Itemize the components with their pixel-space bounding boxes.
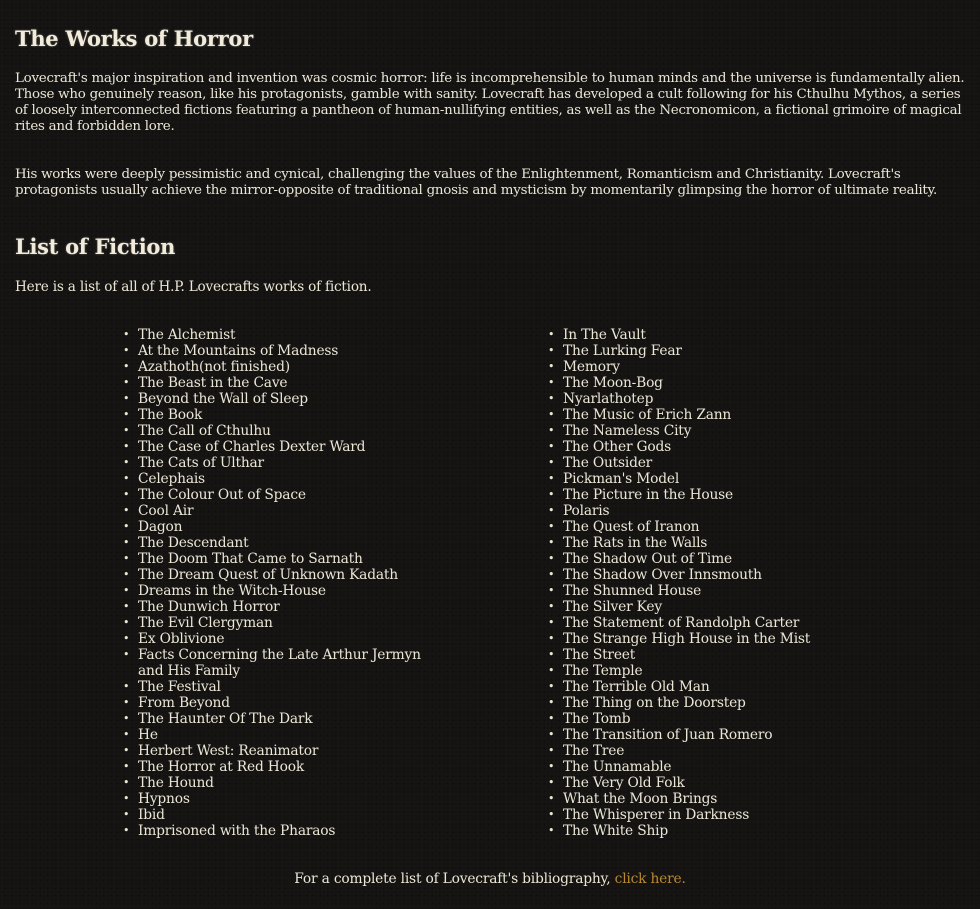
- fiction-list-left-column: [138, 327, 438, 839]
- fiction-list-item: • The Doom That Came to Sarnath: [138, 551, 438, 567]
- fiction-list-item: • Hypnos: [138, 791, 438, 807]
- fiction-list-item: • The White Ship: [563, 823, 883, 839]
- fiction-list-item: • The Evil Clergyman: [138, 615, 438, 631]
- fiction-list-item: • The Alchemist: [138, 327, 438, 343]
- fiction-list-item: • Dagon: [138, 519, 438, 535]
- fiction-list-item: • The Beast in the Cave: [138, 375, 438, 391]
- fiction-list-item: • At the Mountains of Madness: [138, 343, 438, 359]
- fiction-list-item: • From Beyond: [138, 695, 438, 711]
- fiction-list-item: • Cool Air: [138, 503, 438, 519]
- fiction-list-item: • Ibid: [138, 807, 438, 823]
- fiction-list-item: • The Book: [138, 407, 438, 423]
- fiction-list-item: • The Transition of Juan Romero: [563, 727, 883, 743]
- fiction-list-item: • The Case of Charles Dexter Ward: [138, 439, 438, 455]
- fiction-list-item: • The Picture in the House: [563, 487, 883, 503]
- fiction-list-item: • The Outsider: [563, 455, 883, 471]
- fiction-list-item: • The Call of Cthulhu: [138, 423, 438, 439]
- fiction-list-item: • Celephais: [138, 471, 438, 487]
- fiction-list-item: • Nyarlathotep: [563, 391, 883, 407]
- fiction-list-item: • The Shadow Out of Time: [563, 551, 883, 567]
- fiction-list-item: • The Descendant: [138, 535, 438, 551]
- page-title: The Works of Horror: [15, 26, 253, 51]
- fiction-list-item: • The Terrible Old Man: [563, 679, 883, 695]
- fiction-list-item: • The Hound: [138, 775, 438, 791]
- fiction-list-item: • The Dunwich Horror: [138, 599, 438, 615]
- fiction-list-item: • The Tree: [563, 743, 883, 759]
- fiction-list-item: • The Haunter Of The Dark: [138, 711, 438, 727]
- fiction-list-item: • The Other Gods: [563, 439, 883, 455]
- fiction-list-item: • Herbert West: Reanimator: [138, 743, 438, 759]
- fiction-list-item: • The Statement of Randolph Carter: [563, 615, 883, 631]
- bibliography-link[interactable]: click here.: [614, 871, 686, 887]
- fiction-list-item: • In The Vault: [563, 327, 883, 343]
- fiction-list-item: • The Quest of Iranon: [563, 519, 883, 535]
- fiction-list-item: • Polaris: [563, 503, 883, 519]
- fiction-list-item: • The Strange High House in the Mist: [563, 631, 883, 647]
- fiction-list-item: • The Shunned House: [563, 583, 883, 599]
- fiction-list-item: • What the Moon Brings: [563, 791, 883, 807]
- fiction-list-item: • Pickman's Model: [563, 471, 883, 487]
- bibliography-footer: [15, 871, 965, 887]
- fiction-list-item: • Facts Concerning the Late Arthur Jermyn and His Family: [138, 647, 438, 679]
- footer-text: For a complete list of Lovecraft's bibliography,: [294, 871, 615, 887]
- fiction-list-item: • The Whisperer in Darkness: [563, 807, 883, 823]
- intro-paragraph-cosmic-horror: Lovecraft's major inspiration and invention was cosmic horror: life is incomprehensible to human minds and the universe is fundamentally alien. Those who genuinely reason, like his protagonists, gamble with sanity. Lovecraft has developed a cult following for his Cthulhu Mythos, a series of loosely interconnected fictions featuring a pantheon of human-nullifying entities, as well as the Necronomicon, a fictional grimoire of magical rites and forbidden lore.: [15, 71, 965, 134]
- fiction-list-item: • The Shadow Over Innsmouth: [563, 567, 883, 583]
- fiction-list-item: • The Cats of Ulthar: [138, 455, 438, 471]
- fiction-list-item: • The Festival: [138, 679, 438, 695]
- fiction-list-item: • The Moon-Bog: [563, 375, 883, 391]
- fiction-list-item: • Azathoth(not finished): [138, 359, 438, 375]
- fiction-list-item: • The Rats in the Walls: [563, 535, 883, 551]
- fiction-list-item: • The Unnamable: [563, 759, 883, 775]
- fiction-list-item: • The Temple: [563, 663, 883, 679]
- fiction-list-item: • Memory: [563, 359, 883, 375]
- intro-paragraph-pessimism: His works were deeply pessimistic and cynical, challenging the values of the Enlightenment, Romanticism and Christianity. Lovecraft's protagonists usually achieve the mirror-opposite of traditional gnosis and mysticism by momentarily glimpsing the horror of ultimate reality.: [15, 167, 938, 198]
- fiction-list-item: • The Lurking Fear: [563, 343, 883, 359]
- fiction-list-item: • The Dream Quest of Unknown Kadath: [138, 567, 438, 583]
- fiction-list-item: • The Street: [563, 647, 883, 663]
- fiction-heading: List of Fiction: [15, 234, 176, 259]
- fiction-list-item: • The Tomb: [563, 711, 883, 727]
- fiction-list-item: • Dreams in the Witch-House: [138, 583, 438, 599]
- fiction-list-item: • The Thing on the Doorstep: [563, 695, 883, 711]
- fiction-list-item: • He: [138, 727, 438, 743]
- fiction-list-item: • The Colour Out of Space: [138, 487, 438, 503]
- fiction-list-right-column: [563, 327, 883, 839]
- fiction-list-item: • The Very Old Folk: [563, 775, 883, 791]
- fiction-list-item: • Beyond the Wall of Sleep: [138, 391, 438, 407]
- fiction-list-item: • Ex Oblivione: [138, 631, 438, 647]
- fiction-intro: Here is a list of all of H.P. Lovecrafts works of fiction.: [15, 279, 372, 295]
- fiction-list-item: • The Horror at Red Hook: [138, 759, 438, 775]
- fiction-list-item: • The Silver Key: [563, 599, 883, 615]
- fiction-list-item: • The Music of Erich Zann: [563, 407, 883, 423]
- fiction-list-item: • The Nameless City: [563, 423, 883, 439]
- fiction-list-item: • Imprisoned with the Pharaos: [138, 823, 438, 839]
